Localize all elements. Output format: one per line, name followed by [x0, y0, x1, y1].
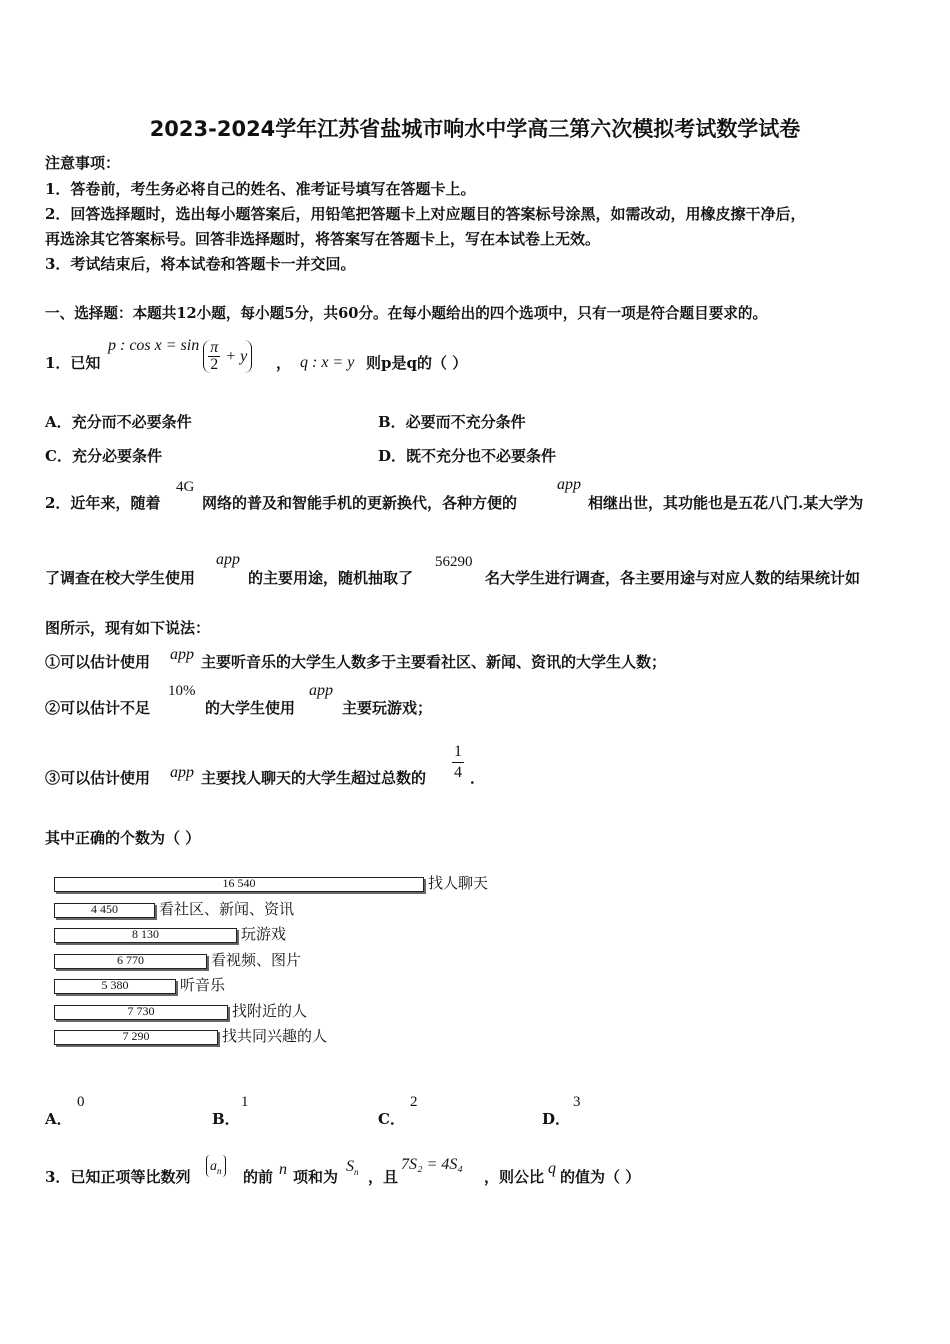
q3-a: 3．已知正项等比数列 [45, 1168, 191, 1186]
chart-bar-value: 7 290 [122, 1029, 150, 1043]
q3-q: q [548, 1160, 556, 1177]
q2-option-d-value: 3 [573, 1094, 581, 1110]
q1-paren [203, 340, 252, 373]
q3-S: S [346, 1158, 354, 1175]
q2-line1-c: 相继出世，其功能也是五花八门.某大学为 [588, 494, 864, 512]
q2-s2-pct: 10% [168, 683, 196, 699]
chart-bar [54, 979, 176, 994]
chart-category-label: 找共同兴趣的人 [222, 1027, 328, 1045]
notice-item: 1．答卷前，考生务必将自己的姓名、准考证号填写在答题卡上。 [45, 180, 476, 198]
chart-category-label: 看视频、图片 [211, 950, 302, 969]
q1-option-d: D．既不充分也不必要条件 [378, 447, 557, 465]
q2-line2-c: 名大学生进行调查，各主要用途与对应人数的结果统计如 [485, 569, 861, 587]
chart-category-label: 找附近的人 [232, 1001, 308, 1020]
q1-plus-y: + y [225, 347, 248, 365]
q2-line2-b: 的主要用途，随机抽取了 [248, 569, 414, 587]
q2-s3-end: ． [470, 769, 486, 787]
q2-s2-c: 主要玩游戏； [342, 699, 433, 717]
usage-bar-chart [40, 865, 520, 1065]
q3-c: 项和为 [293, 1168, 339, 1186]
q3-Sn [346, 1156, 359, 1177]
q2-s1-a: ①可以估计使用 [45, 653, 151, 671]
q3-d: ，且 [368, 1168, 399, 1186]
chart-bar-value: 4 450 [91, 901, 118, 916]
q1-comma: ， [276, 354, 292, 372]
chart-bar [54, 1005, 228, 1020]
q2-option-a-value: 0 [77, 1094, 85, 1110]
notice-item: 再选涂其它答案标号。回答非选择题时，将答案写在答题卡上，写在本试卷上无效。 [45, 230, 601, 248]
q2-s3-num: 1 [452, 742, 464, 763]
q2-s2-a: ②可以估计不足 [45, 699, 151, 717]
q1-frac-num: π [210, 338, 219, 356]
q3-n: n [279, 1161, 287, 1178]
q1-prefix: 1．已知 [45, 354, 101, 372]
q2-s2-app: app [309, 682, 333, 699]
q3-b: 的前 [243, 1168, 274, 1186]
chart-bar-value: 7 730 [127, 1003, 155, 1018]
q1-p-formula [108, 336, 252, 376]
q1-p-text: p : cos x = sin [108, 337, 200, 354]
q2-option-c-value: 2 [410, 1094, 418, 1110]
section-heading: 一、选择题：本题共12小题，每小题5分，共60分。在每小题给出的四个选项中，只有一项是符合题目要求的。 [45, 305, 768, 322]
q2-option-d-label: D． [542, 1110, 571, 1128]
q2-s1-app: app [170, 646, 194, 663]
chart-bar [54, 877, 424, 892]
q2-sample-size: 56290 [435, 554, 473, 570]
q2-4g: 4G [176, 479, 195, 495]
q2-option-b-value: 1 [241, 1094, 249, 1110]
q1-frac-den: 2 [210, 355, 219, 373]
q1-option-b: B．必要而不充分条件 [378, 413, 526, 431]
q2-app-1: app [557, 476, 581, 493]
q3-e: ，则公比 [484, 1168, 545, 1186]
q2-s3-fraction [452, 742, 464, 783]
chart-category-label: 玩游戏 [241, 925, 287, 943]
chart-category-label: 看社区、新闻、资讯 [159, 899, 295, 918]
notice-item: 3．考试结束后，将本试卷和答题卡一并交回。 [45, 255, 356, 273]
q2-option-c-label: C． [378, 1110, 405, 1128]
q3-seq-sub: n [217, 1166, 222, 1177]
chart-bar [54, 1030, 218, 1045]
chart-bar [54, 928, 237, 943]
q2-line3: 图所示，现有如下说法： [45, 619, 211, 637]
q2-line2-a: 了调查在校大学生使用 [45, 569, 196, 587]
q3-seq-braces [206, 1155, 226, 1176]
q2-s2-b: 的大学生使用 [205, 699, 296, 717]
q2-option-b-label: B． [212, 1110, 240, 1128]
q2-app-2: app [216, 551, 240, 568]
chart-bar-value: 5 380 [101, 978, 129, 992]
q2-line1-a: 2．近年来，随着 [45, 494, 161, 512]
q1-option-a: A．充分而不必要条件 [45, 413, 192, 431]
q3-sequence [206, 1152, 226, 1180]
chart-bar-value: 8 130 [132, 927, 159, 941]
q1-option-c: C．充分必要条件 [45, 447, 162, 465]
q2-s3-den: 4 [454, 764, 462, 781]
q2-ask: 其中正确的个数为（ ） [45, 829, 201, 847]
chart-bar [54, 903, 155, 918]
q1-q-formula: q : x = y [300, 354, 355, 371]
page-title: 2023-2024学年江苏省盐城市响水中学高三第六次模拟考试数学试卷 [149, 117, 801, 141]
q3-seq-a: a [210, 1159, 217, 1175]
q3-S-sub: n [354, 1167, 359, 1178]
q2-s3-app: app [170, 764, 194, 781]
q1-suffix: 则p是q的（ ） [366, 354, 468, 372]
q2-line1-b: 网络的普及和智能手机的更新换代，各种方便的 [202, 494, 518, 512]
q2-s3-b: 主要找人聊天的大学生超过总数的 [201, 769, 427, 787]
chart-bar-value: 6 770 [117, 952, 144, 967]
q2-s1-b: 主要听音乐的大学生人数多于主要看社区、新闻、资讯的大学生人数； [201, 653, 667, 671]
q1-fraction [208, 340, 220, 373]
q2-option-a-label: A． [45, 1110, 72, 1128]
notice-item: 2．回答选择题时，选出每小题答案后，用铅笔把答题卡上对应题目的答案标号涂黑，如需改动，用橡皮擦干净后， [45, 205, 806, 223]
q3-f: 的值为（ ） [560, 1168, 641, 1186]
q3-equation: 7S₂ = 4S₄ [401, 1156, 463, 1173]
notice-heading: 注意事项： [45, 154, 121, 172]
chart-category-label: 找人聊天 [428, 874, 489, 892]
q2-s3-a: ③可以估计使用 [45, 769, 151, 787]
chart-bar-value: 16 540 [222, 876, 256, 890]
chart-category-label: 听音乐 [180, 976, 226, 994]
chart-bar [54, 954, 207, 969]
